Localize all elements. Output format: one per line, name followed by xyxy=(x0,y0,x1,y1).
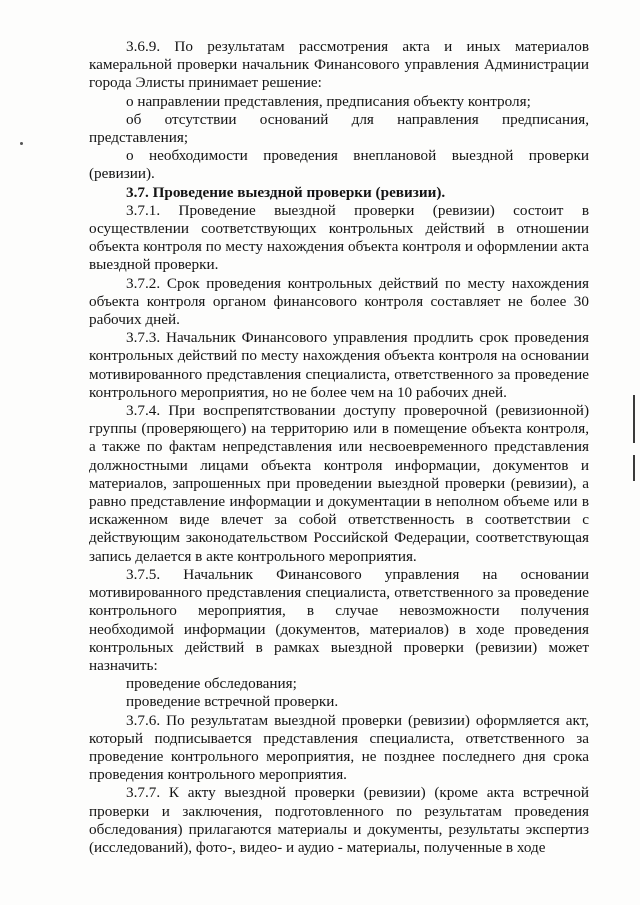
paragraph-3-7-5: 3.7.5. Начальник Финансового управления на основании мотивированного представления специалиста, ответственного за проведение контрольного мероприятия, в случае невозможности получения необходимой информации (документов, материалов) в ходе проведения контрольных действий в рамках выездной проверки (ревизии) может назначить: xyxy=(89,565,589,674)
paragraph-3-7-2: 3.7.2. Срок проведения контрольных действий по месту нахождения объекта контроля органом финансового контроля составляет не более 30 рабочих дней. xyxy=(89,274,589,329)
paragraph-3-7-1: 3.7.1. Проведение выездной проверки (ревизии) состоит в осуществлении соответствующих контрольных действий в отношении объекта контроля по месту нахождения объекта контроля и оформлении акта выездной проверки. xyxy=(89,201,589,274)
paragraph-3-7-4: 3.7.4. При воспрепятствовании доступу проверочной (ревизионной) группы (проверяющего) на территорию или в помещение объекта контроля, а также по фактам непредставления или несвоевременного представления должностными лицами объекта контроля информации, документов и материалов, запрошенных при проведении выездной проверки (ревизии), а равно представление информации и документации в неполном объеме или в искаженном виде влечет за собой ответственность в соответствии с действующим законодательством Российской Федерации, соответствующая запись делается в акте контрольного мероприятия. xyxy=(89,402,589,565)
paragraph-3-7-5-option-counter-check: проведение встречной проверки. xyxy=(126,693,339,711)
scan-speck xyxy=(20,142,23,145)
paragraph-3-7-5-option-survey: проведение обследования; xyxy=(126,675,297,693)
section-heading-3-7: 3.7. Проведение выездной проверки (ревизии). xyxy=(126,183,446,201)
paragraph-3-7-6: 3.7.6. По результатам выездной проверки (ревизии) оформляется акт, который подписывается представления специалиста, ответственного за проведение контрольного мероприятия, не позднее последнего дня срока проведения контрольного мероприятия. xyxy=(89,711,589,784)
paragraph-3-7-7: 3.7.7. К акту выездной проверки (ревизии) (кроме акта встречной проверки и заключения, подготовленного по результатам проведения обследования) прилагаются материалы и документы, результаты экспертиз (исследований), фото-, видео- и аудио - материалы, полученные в ходе xyxy=(89,784,589,856)
paragraph-3-7-3: 3.7.3. Начальник Финансового управления продлить срок проведения контрольных действий по месту нахождения объекта контроля на основании мотивированного представления специалиста, ответственного за проведение контрольного мероприятия, но не более чем на 10 рабочих дней. xyxy=(89,329,589,401)
paragraph-3-6-9-option-no-grounds: об отсутствии оснований для направления предписания, представления; xyxy=(89,110,589,147)
scan-edge-mark xyxy=(633,455,635,481)
paragraph-3-6-9-option-unscheduled: о необходимости проведения внеплановой выездной проверки (ревизии). xyxy=(89,147,589,183)
scan-edge-mark xyxy=(633,395,635,443)
document-body xyxy=(89,38,589,857)
paragraph-3-6-9-option-representation: о направлении представления, предписания объекту контроля; xyxy=(126,92,531,110)
paragraph-3-6-9: 3.6.9. По результатам рассмотрения акта и иных материалов камеральной проверки начальник Финансового управления Администрации города Элисты принимает решение: xyxy=(89,38,589,92)
